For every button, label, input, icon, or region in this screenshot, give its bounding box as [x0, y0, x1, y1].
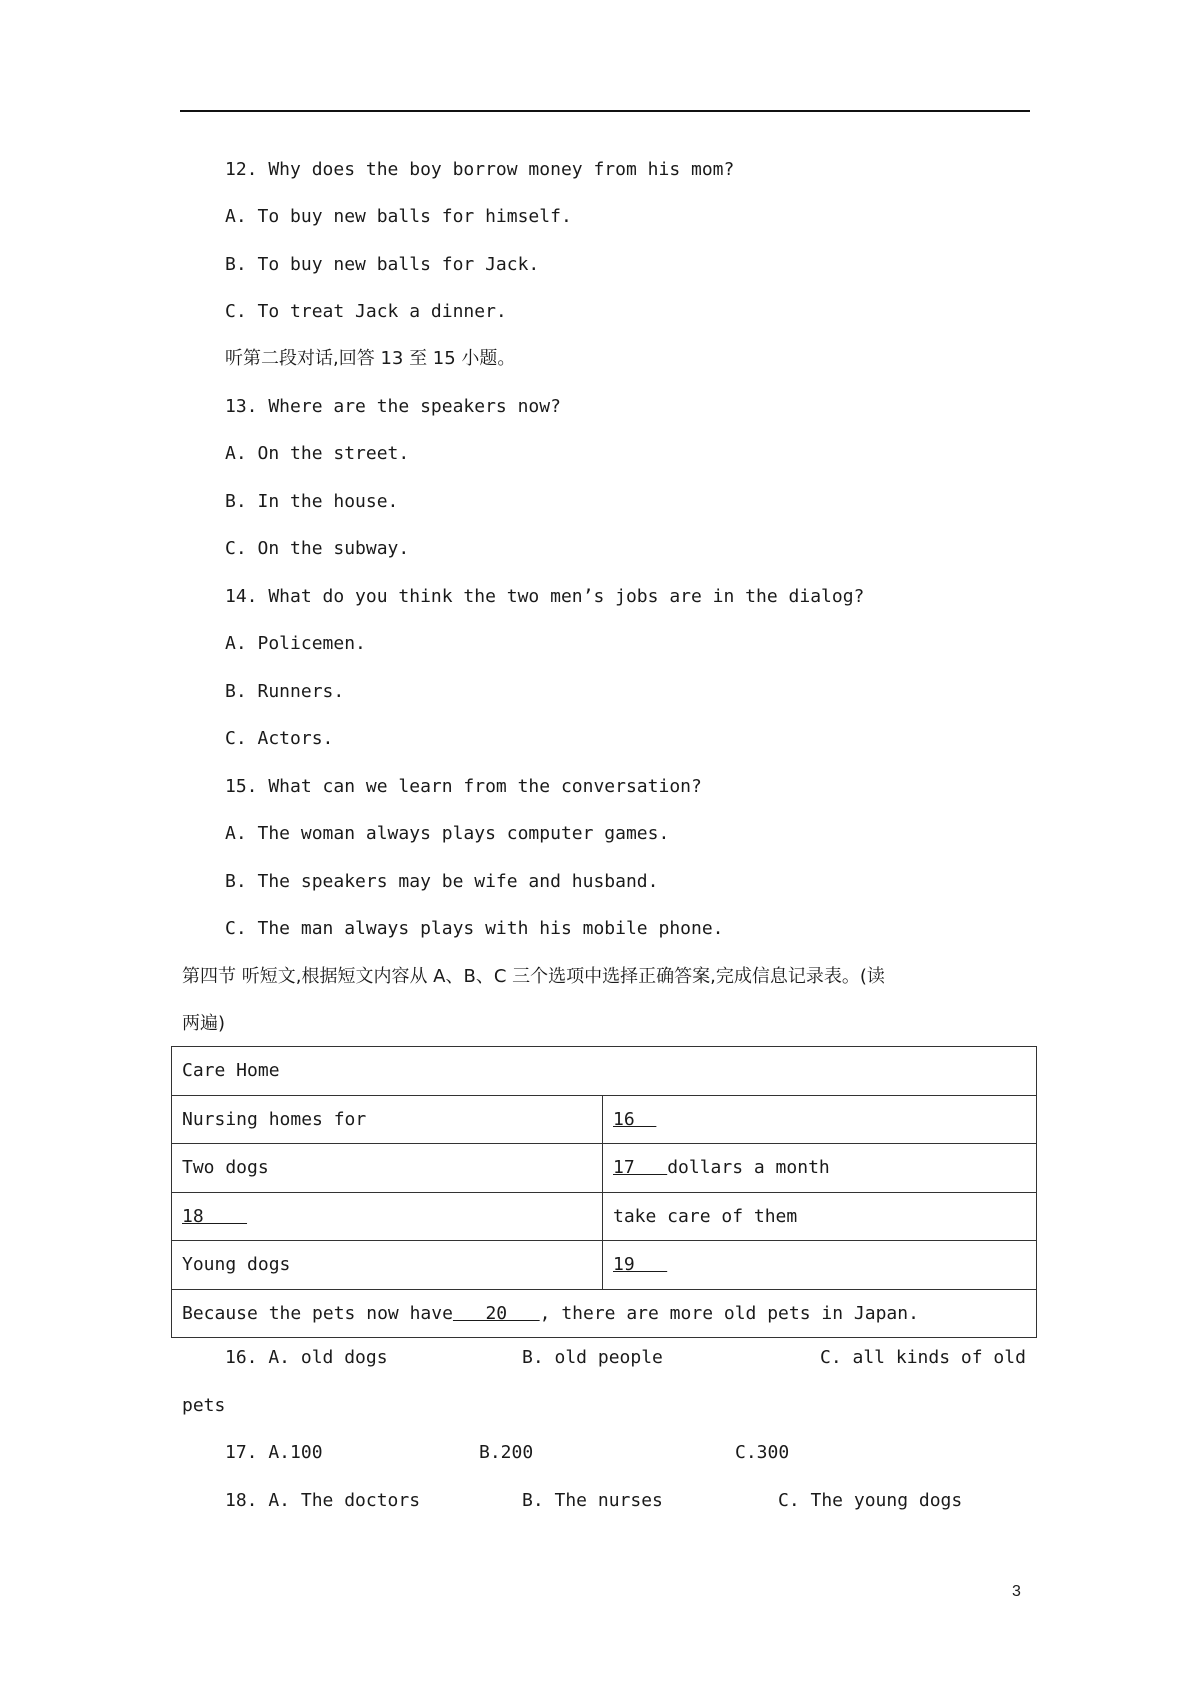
table-cell	[172, 1193, 603, 1241]
q16-option-b: B. old people	[522, 1347, 663, 1368]
table-cell-text: dollars a month	[667, 1157, 830, 1178]
q16-option-c-cont: pets	[182, 1395, 226, 1416]
q13-question: 13. Where are the speakers now?	[225, 396, 561, 417]
table-row	[172, 1240, 1036, 1289]
blank-18: 18	[182, 1205, 248, 1227]
q16-option-c: C. all kinds of old	[820, 1347, 1026, 1368]
table-row	[172, 1289, 1036, 1338]
table-cell	[603, 1144, 1036, 1192]
q18-option-c: C. The young dogs	[778, 1490, 963, 1511]
q12-option-c: C. To treat Jack a dinner.	[225, 301, 507, 322]
section2-heading: 听第二段对话,回答 13 至 15 小题。	[225, 348, 516, 369]
table-cell-text: , there are more old pets in Japan.	[539, 1302, 919, 1324]
q12-option-b: B. To buy new balls for Jack.	[225, 254, 540, 275]
info-record-table	[171, 1046, 1037, 1338]
q13-option-c: C. On the subway.	[225, 538, 410, 559]
q15-option-b: B. The speakers may be wife and husband.	[225, 871, 659, 892]
table-cell: Young dogs	[172, 1241, 603, 1289]
table-cell	[603, 1096, 1036, 1144]
blank-16: 16	[613, 1108, 657, 1130]
q17-option-a: 17. A.100	[225, 1442, 323, 1463]
q15-question: 15. What can we learn from the conversation?	[225, 776, 702, 797]
table-cell: Nursing homes for	[172, 1096, 603, 1144]
q12-question: 12. Why does the boy borrow money from his mom?	[225, 159, 735, 180]
page-number: 3	[1012, 1583, 1021, 1600]
table-row	[172, 1192, 1036, 1241]
section4-heading-cont: 两遍)	[182, 1013, 226, 1034]
q12-option-a: A. To buy new balls for himself.	[225, 206, 572, 227]
q18-option-b: B. The nurses	[522, 1490, 663, 1511]
q13-option-a: A. On the street.	[225, 443, 410, 464]
table-row	[172, 1143, 1036, 1192]
table-cell: take care of them	[613, 1205, 798, 1227]
section4-heading: 第四节 听短文,根据短文内容从 A、B、C 三个选项中选择正确答案,完成信息记录表。(读	[182, 966, 885, 987]
q15-option-a: A. The woman always plays computer games.	[225, 823, 670, 844]
table-cell-text: Because the pets now have	[182, 1302, 453, 1324]
q16-option-a: 16. A. old dogs	[225, 1347, 388, 1368]
table-cell: Two dogs	[172, 1144, 603, 1192]
q15-option-c: C. The man always plays with his mobile phone.	[225, 918, 724, 939]
q14-option-a: A. Policemen.	[225, 633, 366, 654]
q18-option-a: 18. A. The doctors	[225, 1490, 421, 1511]
q14-option-c: C. Actors.	[225, 728, 334, 749]
table-row	[172, 1095, 1036, 1144]
table-cell	[603, 1241, 1036, 1289]
table-cell	[172, 1290, 1036, 1338]
table-title: Care Home	[182, 1060, 280, 1081]
q13-option-b: B. In the house.	[225, 491, 399, 512]
blank-17: 17	[613, 1157, 668, 1178]
blank-20: 20	[452, 1302, 540, 1324]
q17-option-c: C.300	[735, 1442, 790, 1463]
header-rule	[180, 110, 1030, 112]
q14-question: 14. What do you think the two men’s jobs are in the dialog?	[225, 586, 865, 607]
table-row	[172, 1047, 1036, 1095]
blank-19: 19	[613, 1254, 668, 1275]
q17-option-b: B.200	[479, 1442, 534, 1463]
q14-option-b: B. Runners.	[225, 681, 345, 702]
